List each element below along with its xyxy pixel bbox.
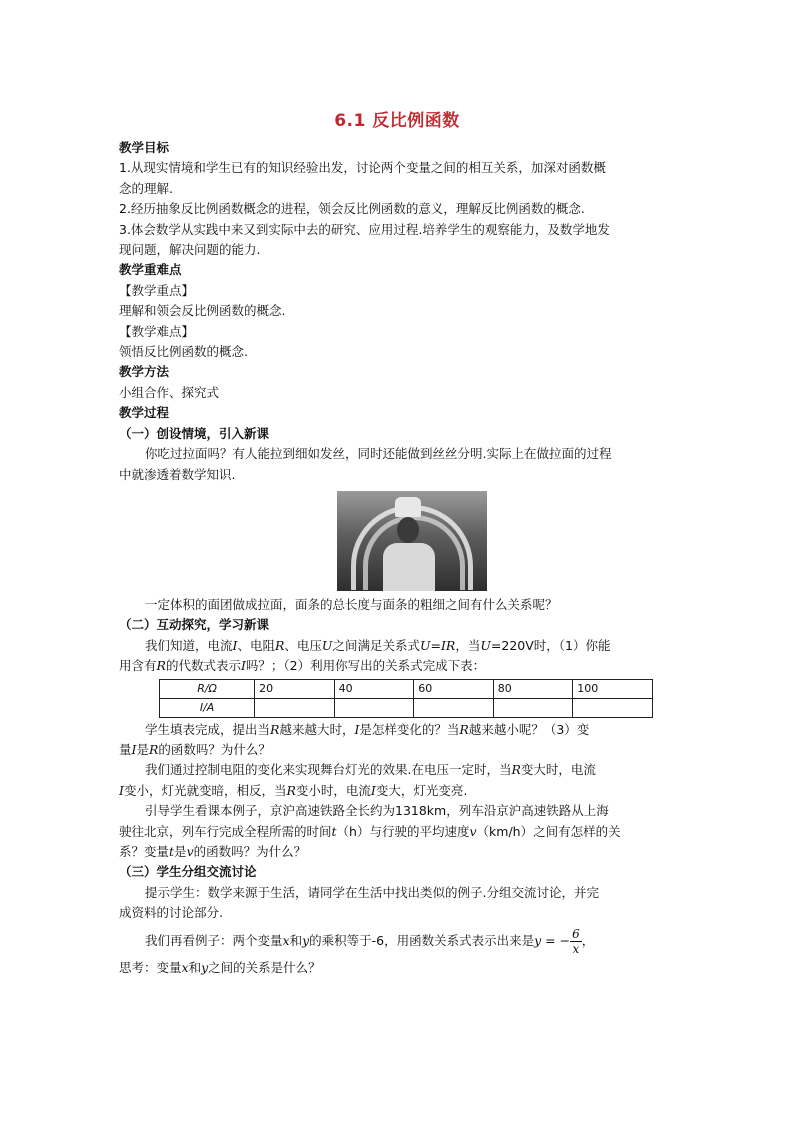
part-1-line-1: 你吃过拉面吗？有人能拉到细如发丝，同时还能做到丝丝分明.实际上在做拉面的过程 [145, 446, 612, 462]
part-2-line-7: 引导学生看课本例子，京沪高速铁路全长约为1318km，列车沿京沪高速铁路从上海 [145, 803, 609, 819]
goals-heading: 教学目标 [119, 140, 170, 155]
part-1-question: 一定体积的面团做成拉面，面条的总长度与面条的粗细之间有什么关系呢？ [145, 596, 558, 612]
part-2-heading: （二）互动探究，学习新课 [119, 617, 270, 633]
part-3-line-4: 思考：变量x和y之间的关系是什么？ [119, 959, 321, 975]
table-cell [573, 698, 653, 717]
table-cell [334, 698, 414, 717]
table-cell: 60 [414, 679, 494, 698]
part-2-line-5: 我们通过控制电阻的变化来实现舞台灯光的效果.在电压一定时，当R变大时，电流 [145, 762, 596, 778]
table-cell [255, 698, 335, 717]
part-3-line-1: 提示学生：数学来源于生活，请同学在生活中找出类似的例子.分组交流讨论，并完 [145, 884, 599, 900]
table-row [160, 679, 653, 698]
part-2-line-1: 我们知道，电流I、电阻R、电压U之间满足关系式U=IR，当U=220V时，（1）你能 [145, 637, 611, 653]
method-heading: 教学方法 [119, 364, 170, 380]
goal-2: 2.经历抽象反比例函数概念的进程，领会反比例函数的意义，理解反比例函数的概念. [119, 201, 585, 217]
part-1-line-2: 中就渗透着数学知识. [119, 466, 236, 482]
part-2-line-2: 用含有R的代数式表示I吗？；（2）利用你写出的关系式完成下表： [119, 658, 486, 674]
part-1-heading: （一）创设情境，引入新课 [119, 425, 270, 441]
formula: y = − $\frac{6}{x}$ [534, 926, 580, 956]
document-body [119, 138, 653, 978]
table-cell: R/Ω [160, 679, 255, 698]
table-cell: 40 [334, 679, 414, 698]
noodle-chef-photo [337, 491, 487, 591]
part-2-line-9: 系？变量t是v的函数吗？为什么？ [119, 843, 307, 859]
part-2-line-3: 学生填表完成，提出当R越来越大时，I是怎样变化的？当R越来越小呢？（3）变 [145, 721, 590, 737]
table-row [160, 698, 653, 717]
goal-3-line-1: 3.体会数学从实践中来又到实际中去的研究、应用过程.培养学生的观察能力，及数学地发 [119, 221, 610, 237]
table-cell: 100 [573, 679, 653, 698]
page-title: 6.1 反比例函数 [334, 111, 460, 131]
part-3-heading: （三）学生分组交流讨论 [119, 864, 257, 880]
difficulty-label: 【教学难点】 [119, 323, 195, 339]
part-3-line-2: 成资料的讨论部分. [119, 905, 223, 921]
process-heading: 教学过程 [119, 405, 170, 421]
table-cell: 80 [493, 679, 573, 698]
table-cell: 20 [255, 679, 335, 698]
goal-3-line-2: 现问题，解决问题的能力. [119, 242, 261, 258]
part-2-line-4: 量I是R的函数吗？为什么？ [119, 741, 271, 757]
table-cell [493, 698, 573, 717]
key-point: 理解和领会反比例函数的概念. [119, 303, 286, 319]
key-heading: 教学重难点 [119, 262, 182, 278]
difficulty: 领悟反比例函数的概念. [119, 344, 248, 360]
part-2-line-8: 驶往北京，列车行完成全程所需的时间t（h）与行驶的平均速度v（km/h）之间有怎样的关 [119, 823, 621, 839]
part-3-line-3: 我们再看例子：两个变量x和y的乘积等于-6，用函数关系式表示出来是y = − $\frac{6}{x}$ ， [145, 926, 595, 956]
goal-1-line-2: 念的理解. [119, 180, 173, 196]
table-cell: I/A [160, 698, 255, 717]
resistance-current-table [159, 679, 653, 718]
goal-1-line-1: 1.从现实情境和学生已有的知识经验出发，讨论两个变量之间的相互关系，加深对函数概 [119, 160, 606, 176]
part-2-line-6: I变小，灯光就变暗，相反，当R变小时，电流I变大，灯光变亮. [119, 782, 468, 798]
table-cell [414, 698, 494, 717]
key-point-label: 【教学重点】 [119, 282, 195, 298]
method: 小组合作、探究式 [119, 384, 220, 400]
